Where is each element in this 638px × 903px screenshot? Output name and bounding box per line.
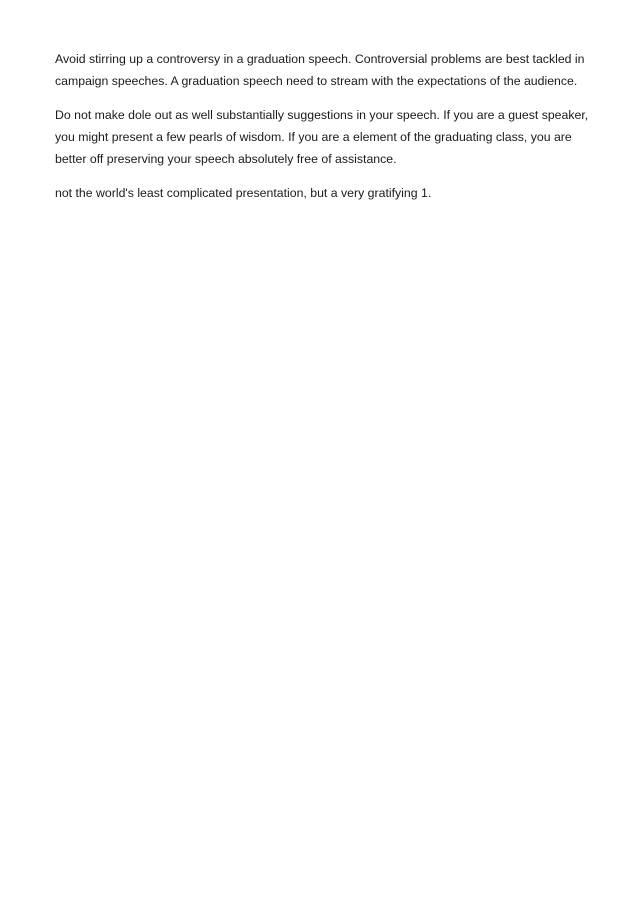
paragraph-3: not the world's least complicated presentation, but a very gratifying 1. bbox=[55, 186, 432, 200]
document-body bbox=[55, 48, 595, 216]
paragraph-1: Avoid stirring up a controversy in a graduation speech. Controversial problems are best tackled in campaign speeches. A graduation speech need to stream with the expectations of the audience. bbox=[55, 52, 585, 88]
paragraph-2: Do not make dole out as well substantially suggestions in your speech. If you are a guest speaker, you might present a few pearls of wisdom. If you are a element of the graduating class, you are better off preserving your speech absolutely free of assistance. bbox=[55, 108, 589, 166]
